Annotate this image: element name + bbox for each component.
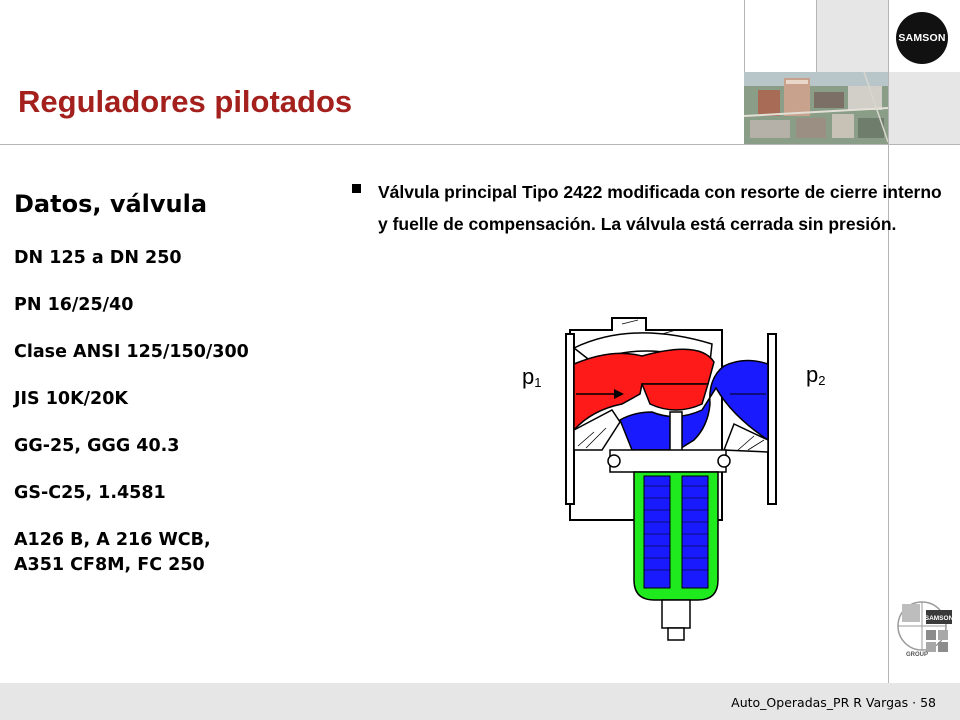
svg-text:p1: [522, 364, 541, 390]
svg-text:p2: [806, 362, 825, 388]
factory-aerial-photo: [744, 72, 888, 144]
spec-item: DN 125 a DN 250: [14, 248, 182, 268]
description-bullet: [352, 176, 944, 240]
group-logo-text: SAMSON: [924, 615, 954, 622]
label-p2: p: [806, 362, 819, 387]
label-p1: p: [522, 364, 535, 389]
valve-cross-section-diagram: [462, 300, 842, 645]
spec-line: A351 CF8M, FC 250: [14, 555, 205, 575]
header-divider: [0, 144, 960, 145]
spec-item: GG-25, GGG 40.3: [14, 436, 180, 456]
samson-group-logo: [896, 596, 954, 658]
header-divider: [744, 0, 745, 72]
section-heading: Datos, válvula: [14, 190, 208, 218]
header-divider: [888, 0, 889, 683]
header-grid-box: [816, 0, 888, 72]
spec-item: PN 16/25/40: [14, 295, 134, 315]
samson-logo: SAMSON: [896, 12, 948, 64]
label-p1-sub: 1: [534, 375, 542, 390]
label-p2-sub: 2: [818, 373, 826, 388]
spec-list: [14, 246, 249, 578]
page-title: Reguladores pilotados: [18, 84, 353, 119]
description-text: Válvula principal Tipo 2422 modificada con resorte de cierre interno y fuelle de compensación. La válvula está cerrada sin presión.: [378, 182, 942, 234]
group-logo-subtext: GROUP: [906, 652, 929, 658]
bullet-square-icon: [352, 184, 361, 193]
footer-text: Auto_Operadas_PR R Vargas · 58: [731, 695, 936, 710]
spec-item: Clase ANSI 125/150/300: [14, 342, 249, 362]
spec-item: GS-C25, 1.4581: [14, 483, 166, 503]
spec-item: JIS 10K/20K: [14, 389, 128, 409]
spec-line: A126 B, A 216 WCB,: [14, 530, 211, 550]
header-grid-box: [888, 72, 960, 144]
spec-item-materials: [14, 528, 249, 578]
